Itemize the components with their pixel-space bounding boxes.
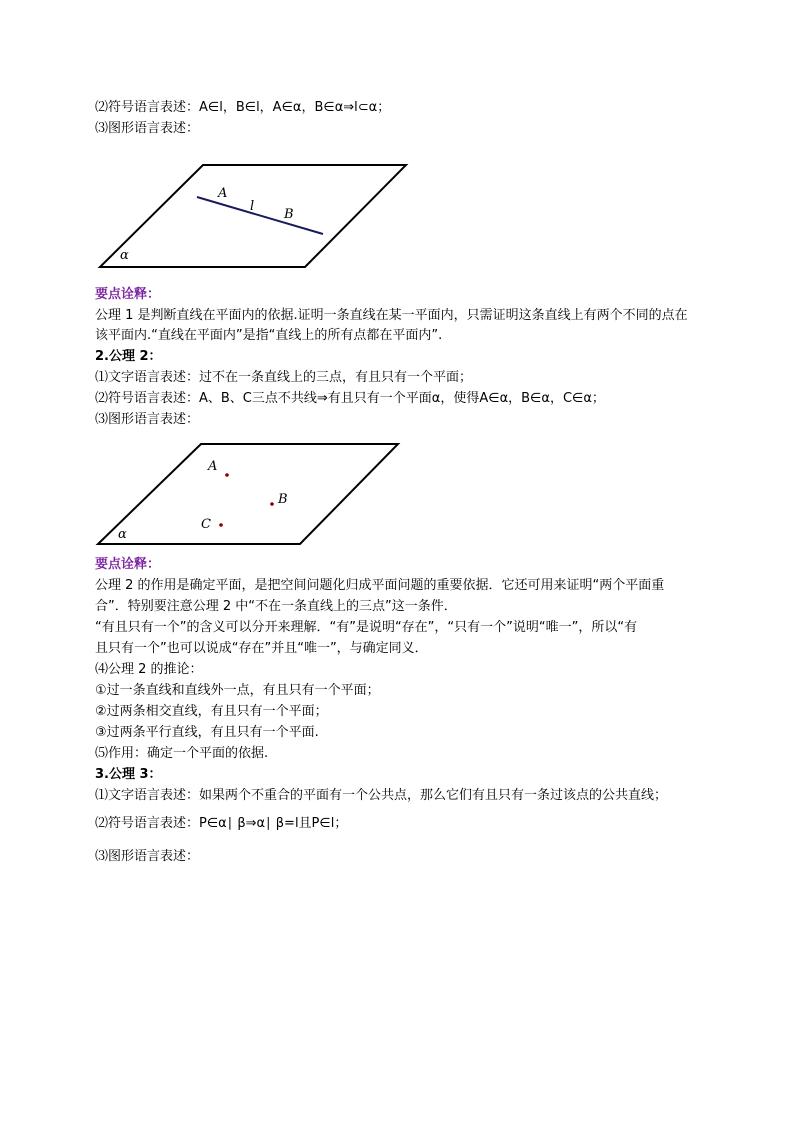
axiom3-graphic-label: ⑶图形语言表述： — [95, 849, 200, 864]
label-l: l — [250, 199, 255, 214]
plane-alpha — [100, 165, 406, 267]
point-A — [225, 473, 229, 477]
axiom1-symbolic: ⑵符号语言表述：A∈l，B∈l，A∈α，B∈α⇒l⊂α； — [95, 100, 391, 115]
axiom1-note-line2: 该平面内.“直线在平面内”是指“直线上的所有点都在平面内”. — [95, 328, 443, 343]
line-l — [197, 197, 323, 234]
label-alpha: α — [118, 527, 127, 542]
axiom2-textual: ⑴文字语言表述：过不在一条直线上的三点，有且只有一个平面； — [95, 370, 473, 385]
axiom1-graphic-label: ⑶图形语言表述： — [95, 121, 200, 136]
axiom2-corollary3: ③过两条平行直线，有且只有一个平面. — [95, 725, 319, 740]
label-B: B — [278, 492, 288, 507]
axiom2-note-line3: “有且只有一个”的含义可以分开来理解．“有”是说明“存在”，“只有一个”说明“唯一”，所以“有 — [95, 620, 638, 635]
axiom2-corollary1: ①过一条直线和直线外一点，有且只有一个平面； — [95, 683, 380, 698]
label-A: A — [208, 459, 218, 474]
axiom2-note-heading: 要点诠释： — [95, 557, 161, 572]
axiom1-note-heading: 要点诠释： — [95, 287, 161, 302]
axiom3-textual: ⑴文字语言表述：如果两个不重合的平面有一个公共点，那么它们有且只有一条过该点的公共直线； — [95, 788, 668, 803]
label-B: B — [284, 207, 294, 222]
axiom1-figure — [90, 155, 420, 275]
point-B — [270, 502, 274, 506]
axiom1-note-line1: 公理 1 是判断直线在平面内的依据.证明一条直线在某一平面内，只需证明这条直线上有两个不同的点在 — [95, 308, 688, 323]
axiom2-symbolic: ⑵符号语言表述：A、B、C三点不共线⇒有且只有一个平面α，使得A∈α，B∈α，C∈α； — [95, 391, 605, 406]
axiom2-note-line4: 且只有一个”也可以说成“存在”并且“唯一”，与确定同义． — [95, 641, 428, 656]
axiom2-graphic-label: ⑶图形语言表述： — [95, 412, 200, 427]
plane-alpha — [98, 444, 398, 544]
label-C: C — [201, 517, 211, 532]
axiom3-symbolic: ⑵符号语言表述：P∈α∣ β⇒α∣ β=l且P∈l； — [95, 816, 348, 831]
label-alpha: α — [120, 248, 129, 263]
label-A: A — [218, 186, 228, 201]
point-C — [219, 523, 223, 527]
axiom2-title: 2.公理 2： — [95, 349, 162, 364]
axiom2-note-line1: 公理 2 的作用是确定平面，是把空间问题化归成平面问题的重要依据．它还可用来证明“两个平面重 — [95, 578, 665, 593]
axiom2-purpose: ⑸作用：确定一个平面的依据. — [95, 746, 269, 761]
axiom2-corollary-title: ⑷公理 2 的推论： — [95, 662, 203, 677]
axiom2-note-line2: 合”．特别要注意公理 2 中“不在一条直线上的三点”这一条件． — [95, 599, 457, 614]
axiom3-title: 3.公理 3： — [95, 767, 162, 782]
axiom2-corollary2: ②过两条相交直线，有且只有一个平面； — [95, 704, 328, 719]
axiom2-figure — [90, 436, 410, 551]
